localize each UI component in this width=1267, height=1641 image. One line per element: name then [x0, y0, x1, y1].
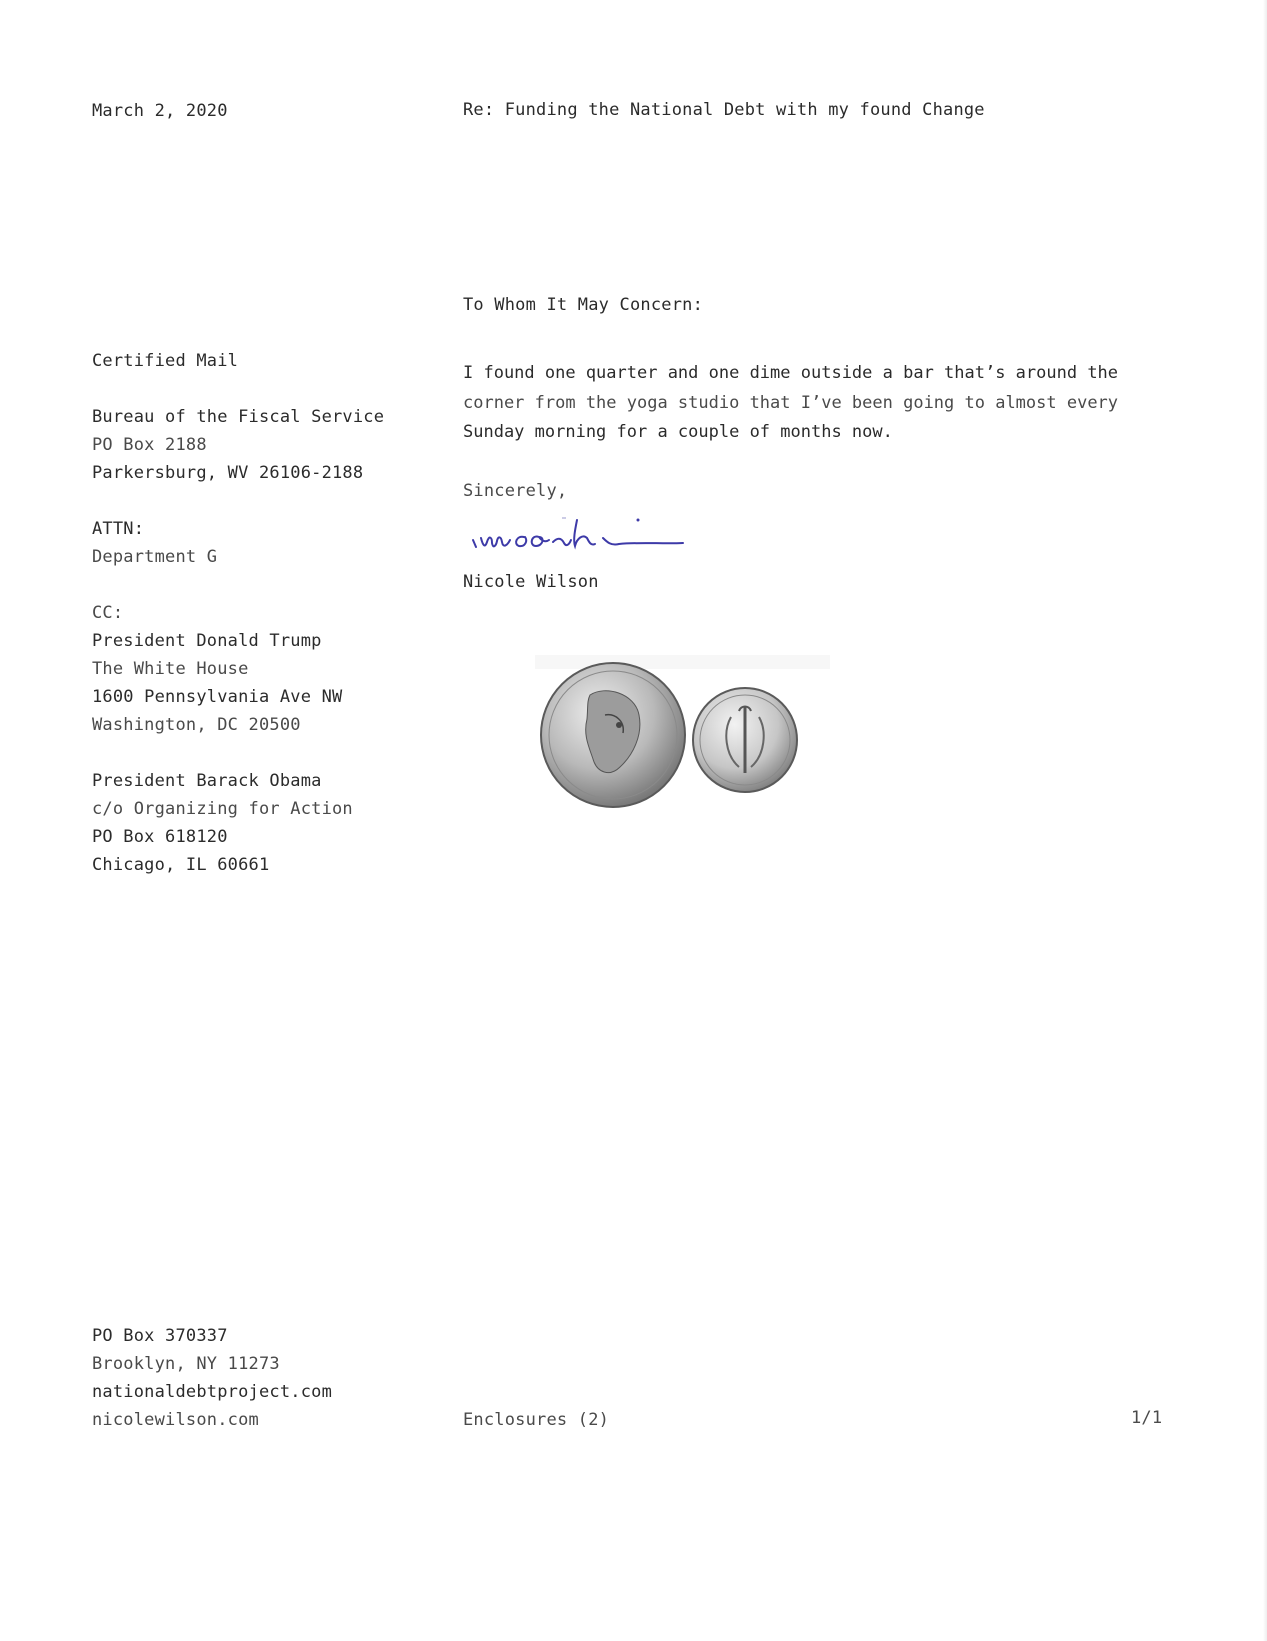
recipient-address-line2: Parkersburg, WV 26106-2188: [92, 463, 364, 483]
letter-body: [463, 359, 1143, 448]
body-line-1: I found one quarter and one dime outside a bar that’s around the: [463, 363, 1119, 383]
delivery-method: Certified Mail: [92, 351, 239, 371]
cc-trump-name: President Donald Trump: [92, 631, 322, 651]
sender-website-2: nicolewilson.com: [92, 1410, 259, 1430]
attn-label: ATTN:: [92, 519, 145, 539]
recipient-block: [92, 347, 384, 879]
cc-obama-line1: c/o Organizing for Action: [92, 799, 353, 819]
sender-address-line1: PO Box 370337: [92, 1326, 228, 1346]
body-line-2: corner from the yoga studio that I’ve been going to almost every: [463, 392, 1119, 413]
sender-address-line2: Brooklyn, NY 11273: [92, 1354, 280, 1374]
sender-block: [92, 1322, 332, 1434]
body-line-3: Sunday morning for a couple of months now.: [463, 422, 893, 442]
quarter-coin: [541, 663, 685, 807]
recipient-name: Bureau of the Fiscal Service: [92, 407, 385, 427]
handwritten-signature: [469, 516, 699, 561]
salutation: To Whom It May Concern:: [463, 295, 704, 315]
dime-coin: [693, 688, 797, 792]
cc-obama-line3: Chicago, IL 60661: [92, 855, 270, 875]
sender-website-1: nationaldebtproject.com: [92, 1382, 333, 1402]
cc-trump-line3: Washington, DC 20500: [92, 715, 301, 735]
recipient-address-line1: PO Box 2188: [92, 435, 207, 455]
letter-date: March 2, 2020: [92, 101, 228, 121]
cc-obama-name: President Barack Obama: [92, 771, 322, 791]
signer-name: Nicole Wilson: [463, 572, 599, 592]
enclosed-coins: [535, 655, 830, 815]
cc-trump-line2: 1600 Pennsylvania Ave NW: [92, 687, 343, 707]
page-edge: [1263, 0, 1267, 1641]
enclosures-note: Enclosures (2): [463, 1410, 610, 1430]
cc-obama-line2: PO Box 618120: [92, 827, 228, 847]
letter-subject: Re: Funding the National Debt with my found Change: [463, 100, 985, 120]
cc-trump-line1: The White House: [92, 659, 249, 679]
closing: Sincerely,: [463, 481, 568, 501]
attn-value: Department G: [92, 547, 218, 567]
cc-label: CC:: [92, 603, 124, 623]
page-number: 1/1: [1131, 1408, 1163, 1428]
